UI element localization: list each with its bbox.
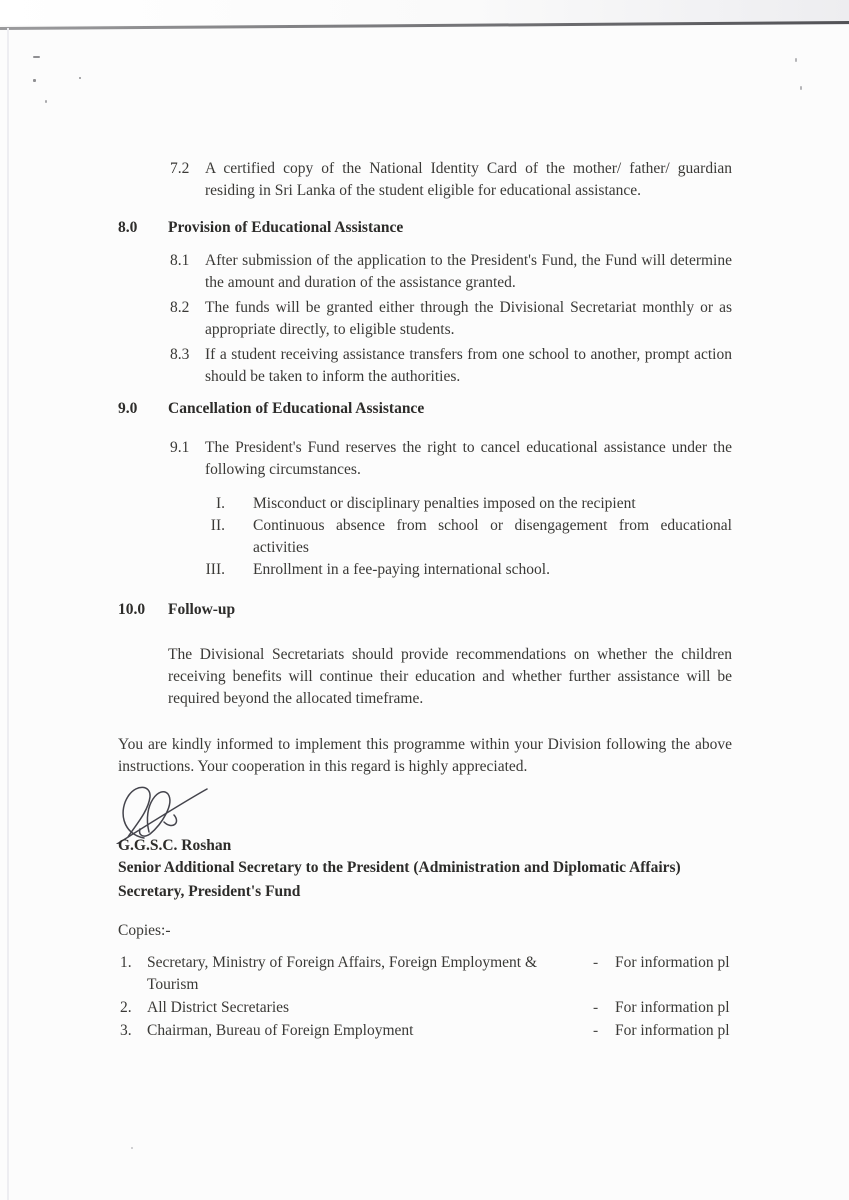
copy-number: 3. [120,1022,132,1039]
clause-number: 7.2 [170,160,190,177]
scan-speck [79,77,81,79]
section-number: 9.0 [118,400,138,417]
copy-note: For information pl [615,999,730,1016]
list-item [178,493,732,515]
closing-paragraph: You are kindly informed to implement this programme within your Division following the above instructions. Your cooperation in this regard is highly appreciated. [118,736,732,775]
clause-number: 8.3 [170,346,190,363]
section-number: 10.0 [118,601,146,618]
copy-dash: - [593,1022,599,1039]
letter-body [118,158,732,1043]
clause-8-2 [170,297,732,341]
scan-speck [800,86,802,90]
signature-area [118,782,732,842]
clause-8-3 [170,344,732,388]
copies-list [118,952,732,1042]
copy-row [118,1020,732,1042]
scan-speck [795,58,797,62]
list-item-text: Misconduct or disciplinary penalties imposed on the recipient [253,495,636,512]
clause-number: 8.2 [170,299,190,316]
copy-dash: - [593,999,599,1016]
clause-9-1 [170,437,732,481]
clause-text: A certified copy of the National Identity Card of the mother/ father/ guardian residing in Sri Lanka of the student eligible for educational assistance. [205,160,732,199]
section-10-heading [118,599,732,621]
scan-edge-left [7,28,9,1200]
section-8-heading [118,217,732,239]
scan-speck [131,1147,133,1149]
list-item-number: III. [205,561,225,578]
cancellation-conditions-list [178,493,732,581]
signatory-name: G.G.S.C. Roshan [118,837,232,854]
copy-recipient: Chairman, Bureau of Foreign Employment [147,1022,414,1039]
signatory-title: Senior Additional Secretary to the President (Administration and Diplomatic Affairs) [118,859,681,876]
section-title: Cancellation of Educational Assistance [168,400,425,417]
section-9-heading [118,398,732,420]
list-item-text: Continuous absence from school or disengagement from educational activities [253,517,732,556]
copy-recipient: All District Secretaries [147,999,290,1016]
clause-number: 9.1 [170,439,190,456]
list-item-number: II. [210,517,225,534]
section-title: Provision of Educational Assistance [168,219,404,236]
copy-recipient: Secretary, Ministry of Foreign Affairs, Foreign Employment & Tourism [147,954,538,993]
clause-7-2 [170,158,732,202]
list-item-number: I. [215,495,225,512]
copy-note: For information pl [615,1022,730,1039]
list-item-text: Enrollment in a fee-paying international school. [253,561,550,578]
section-title: Follow-up [168,601,236,618]
clause-text: If a student receiving assistance transfers from one school to another, prompt action should be taken to inform the authorities. [205,346,732,385]
copy-row [118,997,732,1019]
clause-8-1 [170,250,732,294]
clause-text: After submission of the application to the President's Fund, the Fund will determine the amount and duration of the assistance granted. [205,252,732,291]
copy-number: 2. [120,999,132,1016]
copy-row [118,952,732,996]
list-item [178,515,732,559]
scan-speck [45,100,47,103]
clause-text: The President's Fund reserves the right to cancel educational assistance under the following circumstances. [205,439,732,478]
copy-dash: - [593,954,599,971]
scan-speck [33,56,40,58]
scan-speck [33,79,36,82]
clause-number: 8.1 [170,252,190,269]
copy-number: 1. [120,954,132,971]
followup-paragraph: The Divisional Secretariats should provide recommendations on whether the children receiving benefits will continue their education and whether further assistance will be required beyond the allocated timeframe. [168,646,732,707]
signatory-title-2: Secretary, President's Fund [118,883,301,900]
list-item [178,559,732,581]
section-number: 8.0 [118,219,138,236]
copies-label: Copies:- [118,922,171,939]
clause-text: The funds will be granted either through the Divisional Secretariat monthly or as appropriate directly, to eligible students. [205,299,732,338]
copy-note: For information pl [615,954,730,971]
